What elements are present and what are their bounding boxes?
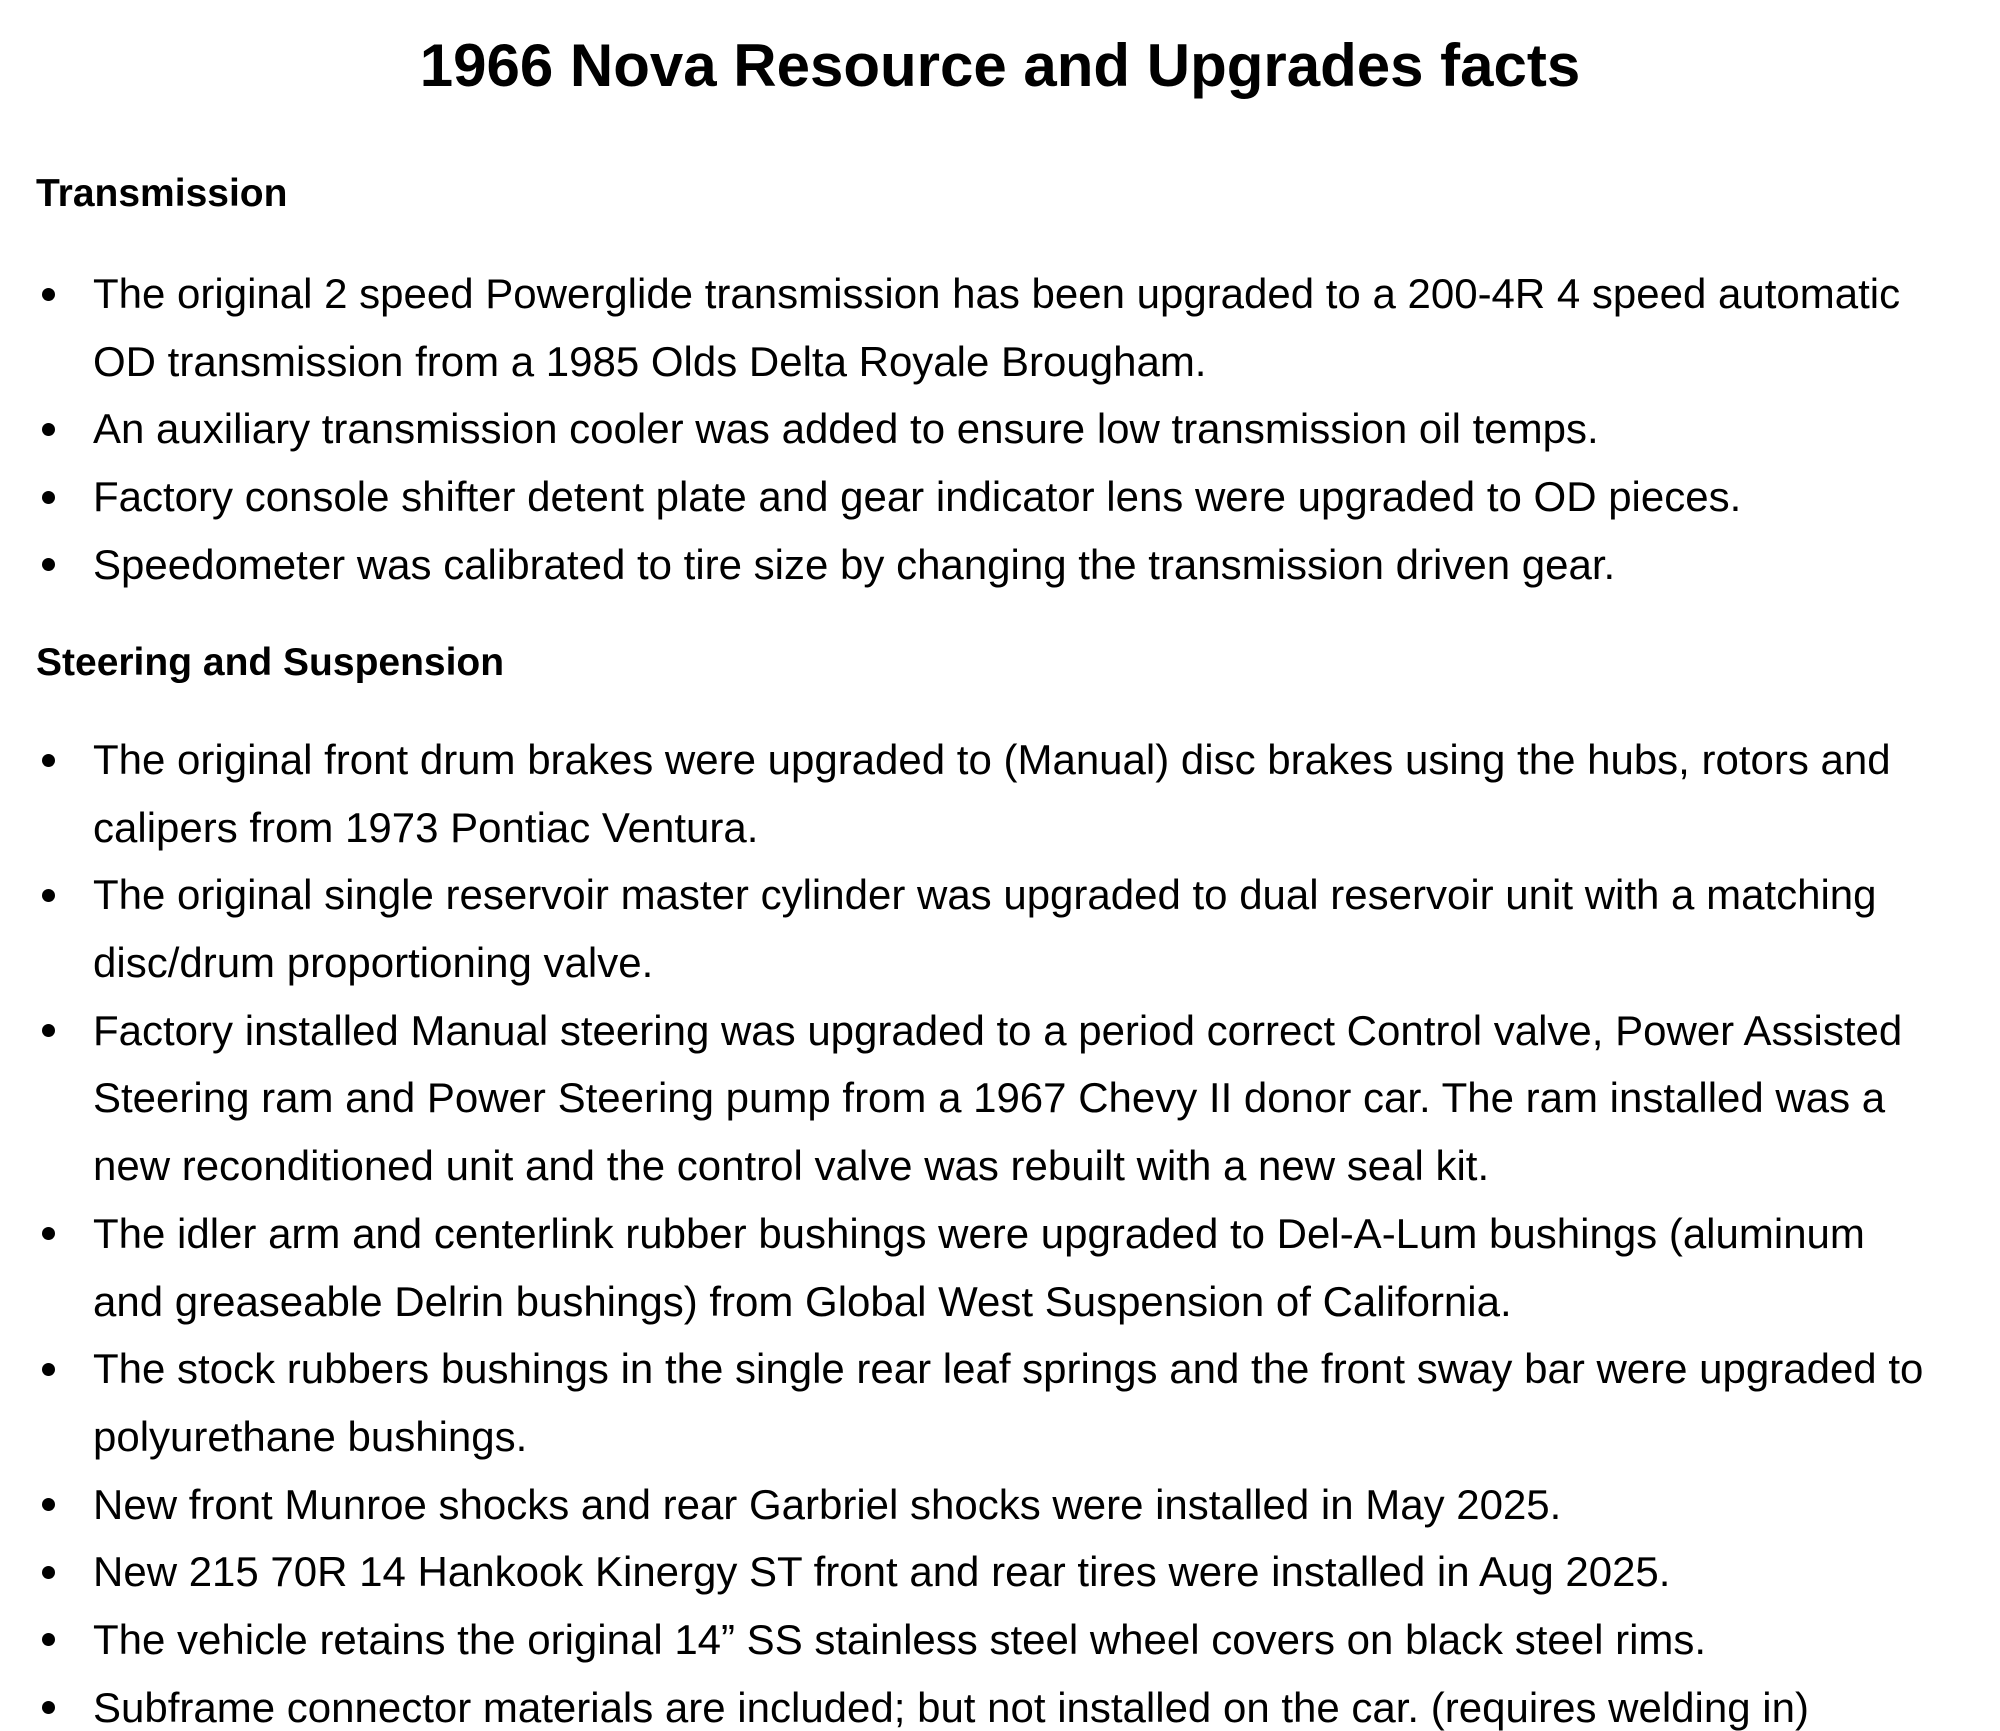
- list-item: [0, 1209, 1960, 1325]
- section-heading-transmission: Transmission: [36, 172, 288, 215]
- list-item-text-line: Factory console shifter detent plate and gear indicator lens were upgraded to OD pieces.: [93, 473, 1742, 521]
- list-item: [0, 405, 1960, 453]
- bullet-icon: [42, 1701, 55, 1714]
- bullet-icon: [42, 1498, 55, 1511]
- list-item: [0, 1345, 1960, 1460]
- bullet-icon: [42, 1633, 55, 1646]
- list-item: [0, 1615, 1960, 1663]
- list-item-text-line: polyurethane bushings.: [93, 1412, 528, 1460]
- bullet-icon: [42, 288, 55, 301]
- list-item-text-line: The original front drum brakes were upgraded to (Manual) disc brakes using the hubs, rotors and: [93, 736, 1891, 783]
- steering-suspension-bullet-list: [0, 736, 1960, 1731]
- list-item: [0, 1548, 1960, 1596]
- list-item-text-line: Speedometer was calibrated to tire size by changing the transmission driven gear.: [93, 540, 1616, 588]
- list-item: [0, 473, 1960, 521]
- list-item-text-line: new reconditioned unit and the control valve was rebuilt with a new seal kit.: [93, 1142, 1490, 1190]
- list-item-text-line: disc/drum proportioning valve.: [93, 939, 654, 987]
- list-item: [0, 540, 1960, 588]
- list-item-text-line: The original single reservoir master cylinder was upgraded to dual reservoir unit with a matching: [93, 871, 1877, 919]
- bullet-icon: [42, 1227, 55, 1240]
- list-item: [0, 736, 1960, 851]
- bullet-icon: [42, 1363, 55, 1376]
- list-item: [0, 1006, 1960, 1190]
- list-item: [0, 1683, 1960, 1731]
- bullet-icon: [42, 423, 55, 436]
- section-heading-steering-suspension: Steering and Suspension: [36, 641, 505, 684]
- list-item-text-line: OD transmission from a 1985 Olds Delta Royale Brougham.: [93, 337, 1207, 385]
- list-item-text-line: Steering ram and Power Steering pump from a 1967 Chevy II donor car. The ram installed was a: [93, 1074, 1886, 1122]
- bullet-icon: [42, 754, 55, 767]
- bullet-icon: [42, 1566, 55, 1579]
- list-item-text-line: The original 2 speed Powerglide transmission has been upgraded to a 200-4R 4 speed automatic: [93, 270, 1901, 317]
- list-item-text-line: The vehicle retains the original 14” SS stainless steel wheel covers on black steel rims.: [93, 1615, 1707, 1663]
- list-item-text-line: calipers from 1973 Pontiac Ventura.: [93, 803, 759, 851]
- transmission-bullet-list: [0, 270, 1960, 588]
- bullet-icon: [42, 1024, 55, 1037]
- list-item: [0, 270, 1960, 385]
- list-item-text-line: Subframe connector materials are included; but not installed on the car. (requires welding in): [93, 1683, 1809, 1731]
- list-item-text-line: Factory installed Manual steering was upgraded to a period correct Control valve, Power Assisted: [93, 1006, 1903, 1054]
- list-item: [0, 871, 1960, 987]
- bullet-icon: [42, 491, 55, 504]
- list-item: [0, 1480, 1960, 1528]
- list-item-text-line: An auxiliary transmission cooler was added to ensure low transmission oil temps.: [93, 405, 1599, 453]
- list-item-text-line: The idler arm and centerlink rubber bushings were upgraded to Del-A-Lum bushings (aluminum: [93, 1209, 1865, 1257]
- list-item-text-line: New front Munroe shocks and rear Garbriel shocks were installed in May 2025.: [93, 1480, 1562, 1528]
- list-item-text-line: and greaseable Delrin bushings) from Global West Suspension of California.: [93, 1277, 1512, 1325]
- bullet-icon: [42, 558, 55, 571]
- page-title: 1966 Nova Resource and Upgrades facts: [419, 32, 1581, 99]
- bullet-icon: [42, 889, 55, 902]
- list-item-text-line: The stock rubbers bushings in the single rear leaf springs and the front sway bar were upgraded to: [93, 1345, 1924, 1393]
- list-item-text-line: New 215 70R 14 Hankook Kinergy ST front and rear tires were installed in Aug 2025.: [93, 1548, 1671, 1596]
